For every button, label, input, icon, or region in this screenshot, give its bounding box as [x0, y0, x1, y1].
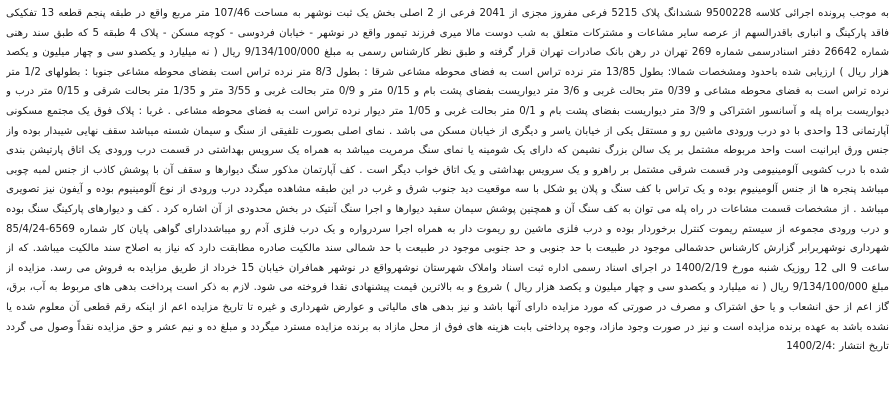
auction-notice-document — [6, 4, 889, 407]
auction-notice-text: به موجب پرونده اجرائی کلاسه 9500228 ششدانگ پلاک 5215 فرعی مفروز مجزی از 2041 فرعی از 2 اصلی بخش یک ثبت نوشهر به مساحت 107/46 متر مربع واقع در طبقه پنجم قطعه 13 تفکیکی فاقد پارکینگ و انباری باقدرالسهم از عرصه سایر مشاعات و مشترکات متعلق به شب دوست مالا میری فرزند تیمور واقع در نوشهر - خیابان فردوسی - کوچه مسکن - پلاک 4 طبقه 5 که طبق سند رهنی شماره 26642 دفتر اسنادرسمی شماره 269 تهران در رهن بانک صادرات تهران قرار گرفته و طبق نظر کارشناس رسمی به مبلغ 9/134/100/000 ریال ( نه میلیارد و یکصدو سی و چهار میلیون و یکصد هزار ریال ) ارزیابی شده باحدود ومشخصات شمالا: بطول 13/85 متر نرده تراس است به فضای محوطه مشاعی شرقا : بطول 8/3 متر نرده تراس است بفضای محوطه مشاعی جنوبا : بطولهای 1/2 متر نرده تراس است به فضای محوطه مشاعی و 0/39 متر بحالت غربی و 3/6 متر دیواریست بفضای پشت بام و 0/15 متر و 0/9 متر بحالت غربی و 3/55 متر و 1/35 متر بحالت شرقی و 0/15 متر درب و دیواریست براه پله و آسانسور اشتراکی و 3/9 متر دیواریست بفضای پشت بام و 0/1 متر بحالت غربی و 1/05 متر دیوار نرده تراس است به فضای محوطه مشاعی . غربا : پلاک فوق یک مجتمع مسکونی آپارتمانی 13 واحدی با دو درب ورودی ماشین رو و مستقل یکی از خیابان یاسر و دیگری از خیابان مسکن می باشد . نمای اصلی بصورت تلفیقی از سنگ و سیمان شسته میباشد سقف نهایی شیبدار بوده واز جنس ورق ایرانیت است واحد مربوطه مشتمل بر یک سالن بزرگ نشیمن که دارای یک شومینه یا نمای سنگ مرمریت میباشد به همراه یک سرویس بهداشتی در قسمت درب ورودی یک اتاق پارتیشن بندی شده با درب کشویی آلومینیومی ودر قسمت شرقی مشتمل بر راهرو و یک سرویس بهداشتی و یک اتاق خواب دیگر است . کف آپارتمان مذکور سنگ دیوارها و سقف آن با پوشش کاذب از جنس لمبه چوبی میباشد پنجره ها از جنس آلومینیوم بوده و یک تراس با کف سنگ و پلان یو شکل با سه موقعیت دید جنوب شرق و غرب در این طبقه مشاهده میگردد درب ورودی از نوع آلومینیوم بوده و آیفون نیز تصویری میباشد . از مشخصات قسمت مشاعات در راه پله می توان به کف سنگ آن و همچنین پوشش سیمان سفید دیوارها و اجرا سنگ آنتیک در بخش محدودی از آن اشاره کرد . کف و دیوارهای پارکینگ سنگ بوده و درب ورودی مجموعه از سیستم ریموت کنترل برخوردار بوده و درب فلزی ماشین رو ریموت دار به همراه اجرا سردرواره و یک درب فلزی آدم رو میباشددارای گواهی پایان کار شماره 6569-85/4/24 شهرداری نوشهربرابر گزارش کارشناس حدشمالی موجود در طبیعت با حد جنوبی و حد جنوبی موجود در طبیعت با حد شمالی سند مالکیت صادره مطابقت دارد که نیاز به اصلاح سند مالکیت میباشد. که از ساعت 9 الی 12 روزیک شنبه مورخ 1400/2/19 در اجرای اسناد رسمی اداره ثبت اسناد واملاک شهرستان نوشهرواقع در نوشهر همافران خیابان 15 خرداد از طریق مزایده به فروش می رسد. مزایده از مبلغ 9/134/100/000 ریال ( نه میلیارد و یکصدو سی و چهار میلیون و یکصد هزار ریال ) شروع و به بالاترین قیمت پیشنهادی نقدا فروخته می شود. لازم به ذکر است پرداخت بدهی های مربوط به آب، برق، گاز اعم از حق انشعاب و یا حق اشتراک و مصرف در صورتی که مورد مزایده دارای آنها باشد و نیز بدهی های مالیاتی و عوارض شهرداری و غیره تا تاریخ مزایده اعم از اینکه رقم قطعی آن معلوم شده یا نشده باشد به عهده برنده مزایده است و نیز در صورت وجود مازاد، وجوه پرداختی بابت هزینه های فوق از محل مازاد به برنده مزایده مسترد میگردد و مبلغ ده و نیم عشر و حق مزایده نقداً وصول می گردد تاریخ انتشار :1400/2/4 — [6, 8, 889, 353]
